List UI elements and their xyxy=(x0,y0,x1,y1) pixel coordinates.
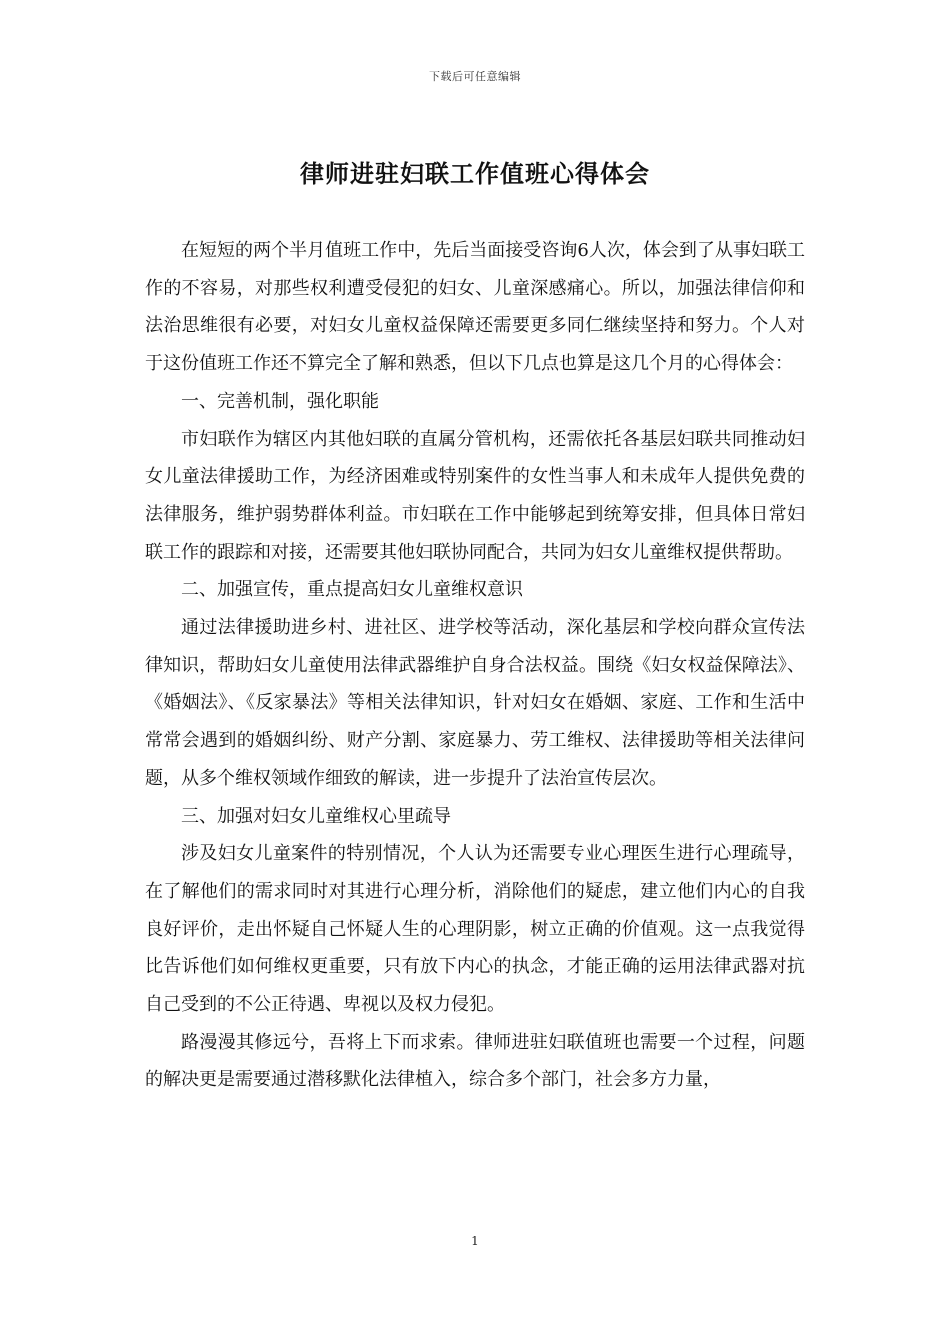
page-number: 1 xyxy=(471,1234,479,1248)
section-heading-2: 二、加强宣传，重点提高妇女儿童维权意识 xyxy=(181,579,523,601)
document-title: 律师进驻妇联工作值班心得体会 xyxy=(300,159,650,188)
section-heading-1: 一、完善机制，强化职能 xyxy=(181,390,379,412)
section-heading-3: 三、加强对妇女儿童维权心里疏导 xyxy=(181,805,451,827)
paragraph-section-3: 涉及妇女儿童案件的特别情况，个人认为还需要专业心理医生进行心理疏导，在了解他们的需求同时对其进行心理分析，消除他们的疑虑，建立他们内心的自我良好评价，走出怀疑自己怀疑人生的心理阴影，树立正确的价值观。这一点我觉得比告诉他们如何维权更重要，只有放下内心的执念，才能正确的运用法律武器对抗自己受到的不公正待遇、卑视以及权力侵犯。 xyxy=(145,843,805,1016)
paragraph-section-2: 通过法律援助进乡村、进社区、进学校等活动，深化基层和学校向群众宣传法律知识，帮助妇女儿童使用法律武器维护自身合法权益。围绕《妇女权益保障法》、《婚姻法》、《反家暴法》等相关法律知识，针对妇女在婚姻、家庭、工作和生活中常常会遇到的婚姻纠纷、财产分割、家庭暴力、劳工维权、法律援助等相关法律问题，从多个维权领域作细致的解读，进一步提升了法治宣传层次。 xyxy=(145,617,805,789)
paragraph-conclusion: 路漫漫其修远兮，吾将上下而求索。律师进驻妇联值班也需要一个过程，问题的解决更是需要通过潜移默化法律植入，综合多个部门，社会多方力量， xyxy=(145,1031,805,1091)
paragraph-intro: 在短短的两个半月值班工作中，先后当面接受咨询6人次，体会到了从事妇联工作的不容易，对那些权利遭受侵犯的妇女、儿童深感痛心。所以，加强法律信仰和法治思维很有必要，对妇女儿童权益保障还需要更多同仁继续坚持和努力。个人对于这份值班工作还不算完全了解和熟悉，但以下几点也算是这几个月的心得体会： xyxy=(145,240,805,375)
document-body xyxy=(145,232,805,1099)
header-note: 下载后可任意编辑 xyxy=(429,70,521,83)
paragraph-section-1: 市妇联作为辖区内其他妇联的直属分管机构，还需依托各基层妇联共同推动妇女儿童法律援助工作，为经济困难或特别案件的女性当事人和未成年人提供免费的法律服务，维护弱势群体利益。市妇联在工作中能够起到统筹安排，但具体日常妇联工作的跟踪和对接，还需要其他妇联协同配合，共同为妇女儿童维权提供帮助。 xyxy=(145,428,805,563)
